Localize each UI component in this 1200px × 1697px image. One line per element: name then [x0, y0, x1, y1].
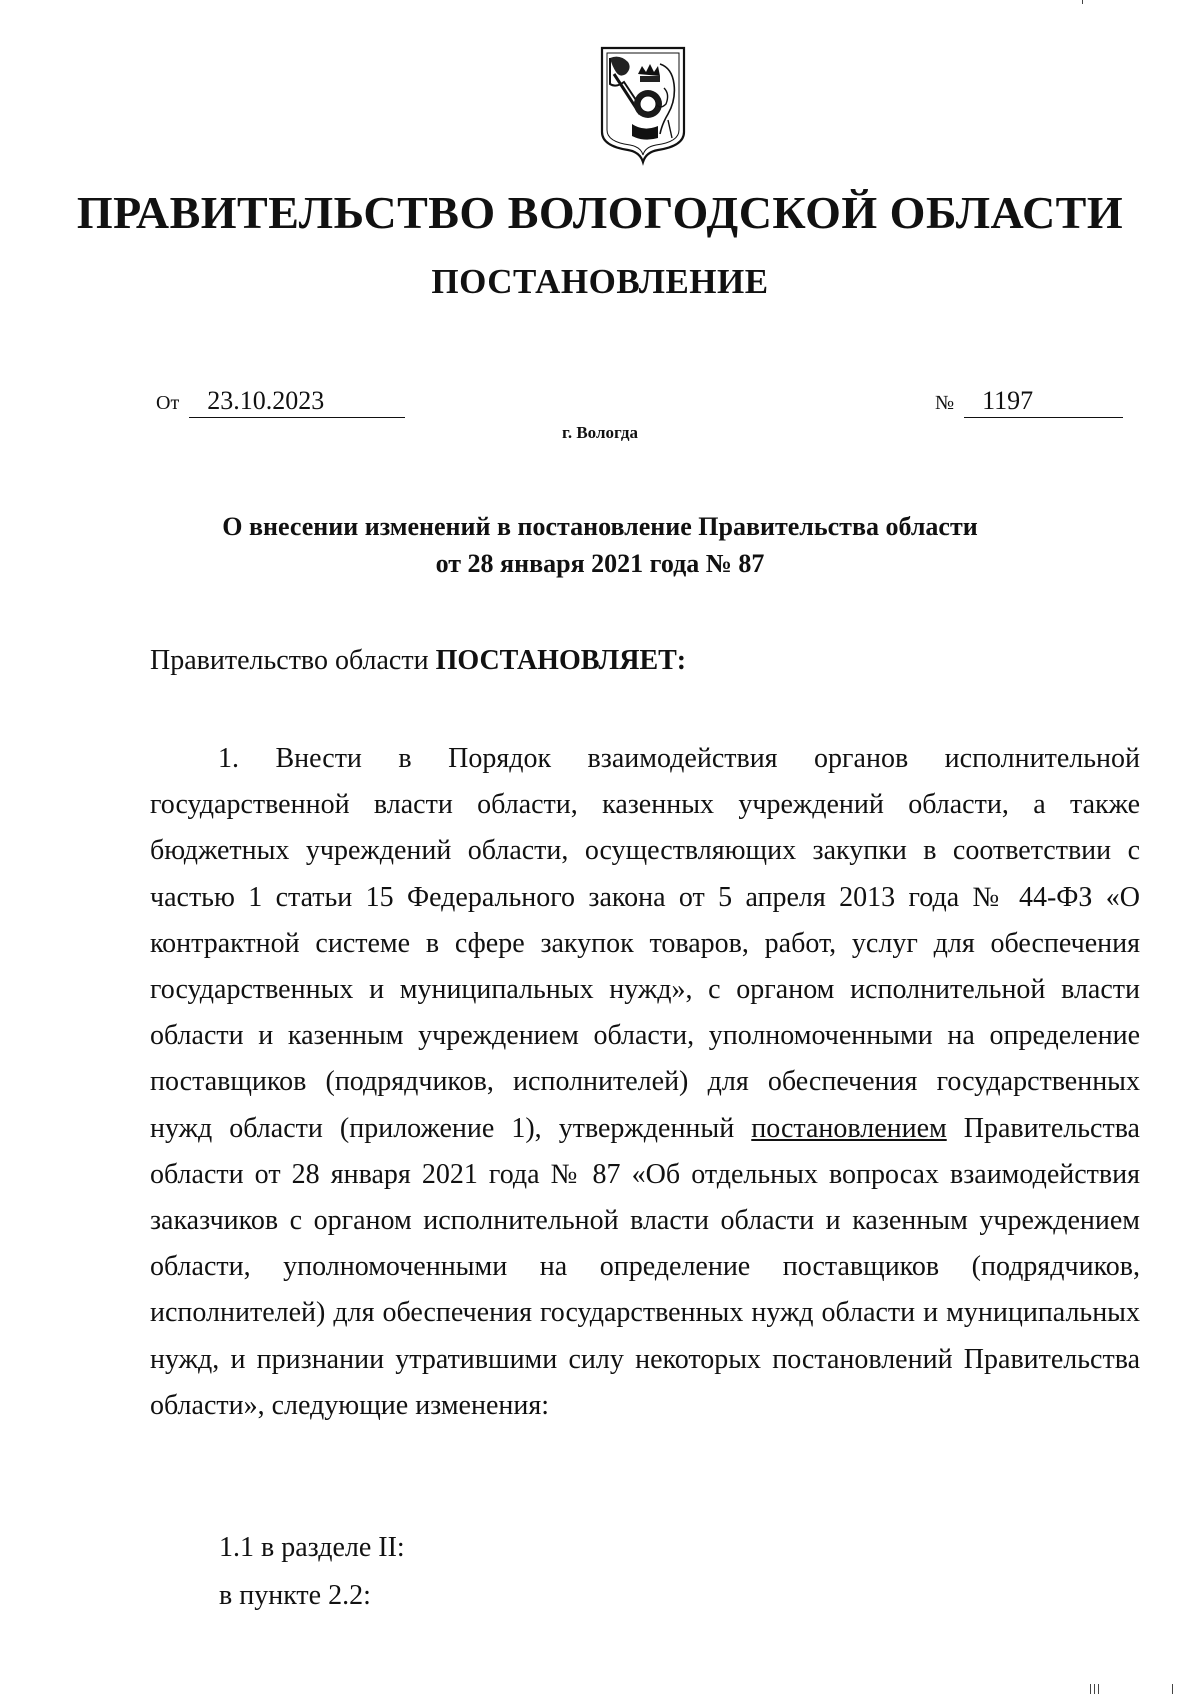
list-item-2-2: в пункте 2.2: — [219, 1580, 371, 1611]
list-item-1-1: 1.1 в разделе II: — [219, 1532, 405, 1563]
intro-verb: ПОСТАНОВЛЯЕТ: — [435, 645, 687, 676]
paragraph-1-text-start: 1. Внести в Порядок взаимодействия органов исполнительной государственной власти области, казенных учреждений области, а также бюджетных учреждений области, осуществляющих закупки в соответствии с частью 1 статьи 15 Федерального закона от 5 апреля 2013 года № 44-ФЗ «О контрактной системе в сфере закупок товаров, работ, услуг для обеспечения государственных и муниципальных нужд», с органом исполнительной власти области и казенным учреждением области, уполномоченными на определение поставщиков (подрядчиков, исполнителей) для обеспечения государственных нужд области (приложение 1), утвержденный — [150, 743, 1140, 1144]
date-prefix: От — [156, 392, 180, 414]
intro-prefix: Правительство области — [150, 645, 436, 676]
document-number: 1197 — [964, 385, 1123, 418]
document-subject — [150, 508, 1050, 582]
government-title: ПРАВИТЕЛЬСТВО ВОЛОГОДСКОЙ ОБЛАСТИ — [76, 187, 1124, 238]
number-prefix: № — [935, 392, 955, 414]
vologda-coat-of-arms-icon — [598, 44, 688, 166]
scan-mark-top — [1082, 0, 1083, 4]
date-block — [156, 385, 405, 425]
resolution-link[interactable]: постановлением — [751, 1112, 947, 1144]
paragraph-1-text-end: Правительства области от 28 января 2021 года № 87 «Об отдельных вопросах взаимодействия заказчиков с органом исполнительной власти области и казенным учреждением области, уполномоченными на определение поставщиков (подрядчиков, исполнителей) для обеспечения государственных нужд области и муниципальных нужд, и признании утратившими силу некоторых постановлений Правительства области», следующие изменения: — [150, 1112, 1140, 1421]
scan-mark-bottom-4 — [1172, 1684, 1173, 1694]
intro-line — [150, 645, 686, 677]
scan-mark-bottom-1 — [1090, 1684, 1091, 1694]
scan-mark-bottom-3 — [1098, 1684, 1099, 1694]
paragraph-1 — [150, 736, 1140, 1429]
subject-line-2: от 28 января 2021 года № 87 — [435, 549, 765, 578]
number-block — [935, 385, 1123, 425]
document-date: 23.10.2023 — [189, 385, 405, 418]
subject-line-1: О внесении изменений в постановление Правительства области — [222, 512, 978, 541]
scan-mark-bottom-2 — [1094, 1684, 1095, 1694]
city: г. Вологда — [562, 423, 638, 442]
document-type: ПОСТАНОВЛЕНИЕ — [431, 262, 769, 301]
